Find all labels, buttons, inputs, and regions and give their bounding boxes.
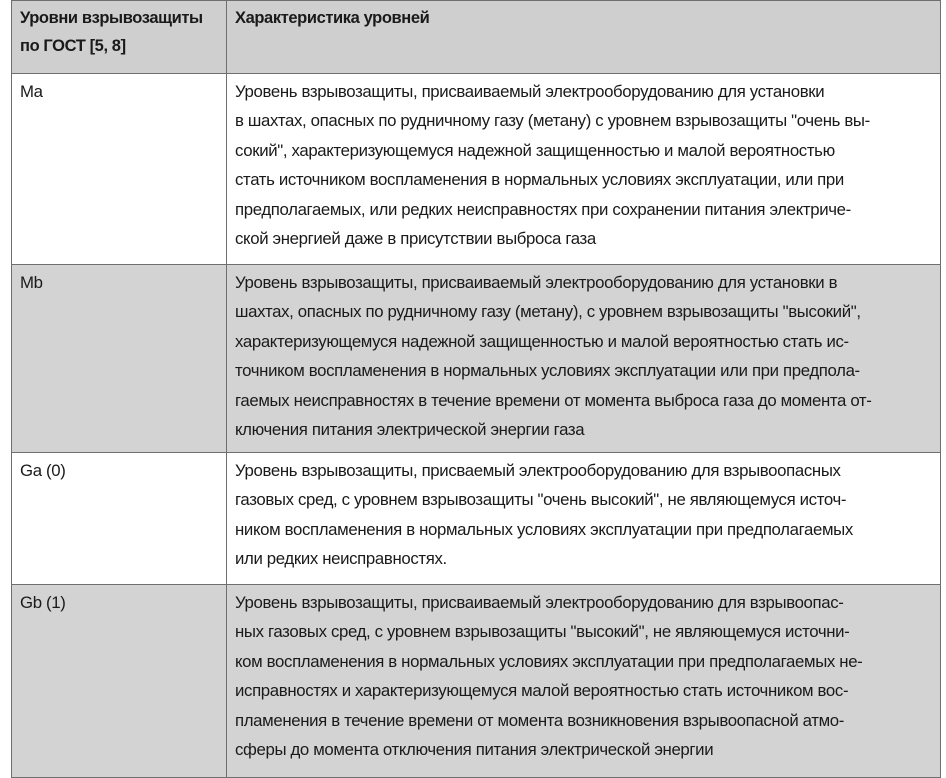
description-cell <box>227 585 941 778</box>
description-line: ключения питания электрической энергии газа <box>235 420 585 440</box>
level-cell: Mb <box>12 265 227 453</box>
description-line: характеризующемуся надежной защищенностью и малой вероятностью стать ис- <box>235 331 849 351</box>
header-level-line2: по ГОСТ [5, 8] <box>20 37 126 55</box>
description-line: гаемых неисправностях в течение времени от момента выброса газа до момента от- <box>235 390 872 410</box>
level-cell: Gb (1) <box>12 585 227 778</box>
header-level-cell <box>12 1 227 74</box>
description-line: ком воспламенения в нормальных условиях эксплуатации при предполагаемых не- <box>235 651 863 671</box>
description-line: ных газовых сред, с уровнем взрывозащиты "высокий", не являющемуся источни- <box>235 622 850 642</box>
table-row <box>12 453 941 585</box>
explosion-protection-levels-table <box>11 0 941 778</box>
description-line: Уровень взрывозащиты, присваиваемый электрооборудованию для установки <box>235 82 825 101</box>
description-line: газовых сред, с уровнем взрывозащиты "очень высокий", не являющемуся источ- <box>235 490 847 510</box>
header-characteristic-cell: Характеристика уровней <box>227 1 941 74</box>
table-header-row <box>12 1 941 74</box>
description-line: Уровень взрывозащиты, присваемый электрооборудованию для взрывоопасных <box>235 461 841 480</box>
description-line: точником воспламенения в нормальных условиях эксплуатации или при предпола- <box>235 361 860 381</box>
header-level-line1: Уровни взрывозащиты <box>20 9 203 27</box>
description-line: пламенения в течение времени от момента возникновения взрывоопасной атмо- <box>235 710 845 730</box>
description-line: Уровень взрывозащиты, присваиваемый электрооборудованию для взрывоопас- <box>235 593 844 612</box>
description-line: шахтах, опасных по рудничному газу (метану), с уровнем взрывозащиты "высокий", <box>235 302 861 322</box>
level-cell: Ma <box>12 74 227 265</box>
description-cell <box>227 74 941 265</box>
description-line: стать источником воспламенения в нормальных условиях эксплуатации, или при <box>235 170 844 190</box>
table-row <box>12 265 941 453</box>
level-cell: Ga (0) <box>12 453 227 585</box>
description-line: предполагаемых, или редких неисправностях при сохранении питания электриче- <box>235 199 851 219</box>
description-line: Уровень взрывозащиты, присваиваемый электрооборудованию для установки в <box>235 273 838 292</box>
description-line: ской энергией даже в присутствии выброса газа <box>235 229 596 249</box>
table-row <box>12 74 941 265</box>
description-line: сокий", характеризующемуся надежной защищенностью и малой вероятностью <box>235 140 835 160</box>
description-line: или редких неисправностях. <box>235 549 447 569</box>
description-cell <box>227 265 941 453</box>
description-line: исправностях и характеризующемуся малой вероятностью стать источником вос- <box>235 681 849 701</box>
description-line: ником воспламенения в нормальных условиях эксплуатации при предполагаемых <box>235 519 853 539</box>
description-line: сферы до момента отключения питания электрической энергии <box>235 740 714 760</box>
description-cell <box>227 453 941 585</box>
description-line: в шахтах, опасных по рудничному газу (метану) с уровнем взрывозащиты "очень вы- <box>235 111 870 131</box>
table-row <box>12 585 941 778</box>
